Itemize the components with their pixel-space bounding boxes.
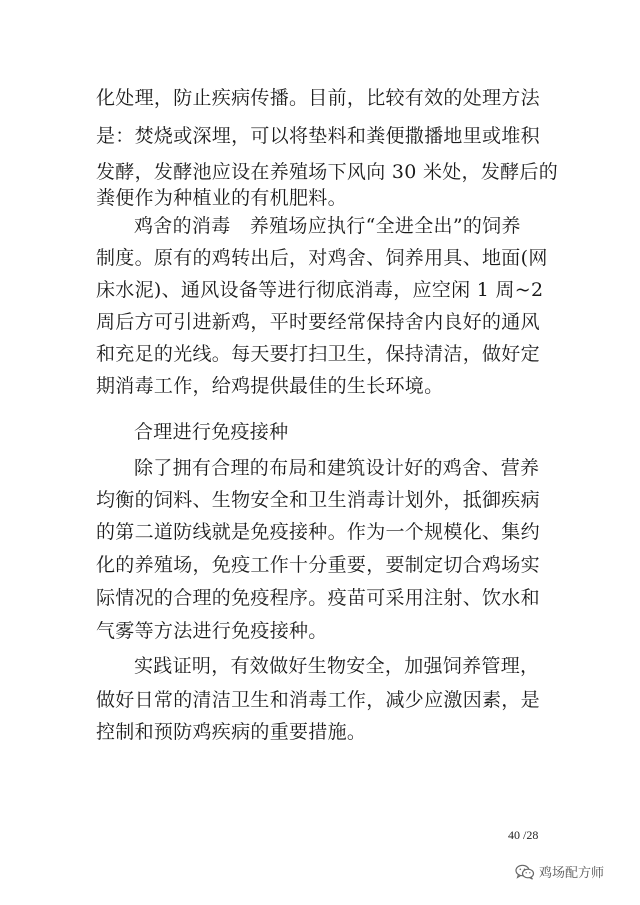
paragraph-line: 化处理，防止疾病传播。目前，比较有效的处理方法	[96, 87, 540, 109]
paragraph-line: 粪便作为种植业的有机肥料。	[96, 187, 347, 209]
paragraph-line: 做好日常的清洁卫生和消毒工作，减少应激因素，是	[96, 689, 540, 711]
paragraph-line: 控制和预防鸡疾病的重要措施。	[96, 721, 367, 743]
paragraph-line: 期消毒工作，给鸡提供最佳的生长环境。	[96, 375, 444, 397]
paragraph-line: 化的养殖场，免疫工作十分重要，要制定切合鸡场实	[96, 554, 540, 576]
section-heading-line: 鸡舍的消毒 养殖场应执行“全进全出”的饲养	[134, 215, 521, 237]
wechat-icon	[515, 864, 535, 880]
paragraph-line: 是：焚烧或深埋，可以将垫料和粪便撒播地里或堆积	[96, 125, 540, 147]
paragraph-line: 均衡的饲料、生物安全和卫生消毒计划外，抵御疾病	[96, 489, 540, 511]
paragraph-line: 实践证明，有效做好生物安全，加强饲养管理，	[134, 655, 540, 677]
paragraph-line: 除了拥有合理的布局和建筑设计好的鸡舍、营养	[134, 457, 540, 479]
paragraph-line: 气雾等方法进行免疫接种。	[96, 620, 328, 642]
section-heading: 合理进行免疫接种	[134, 421, 289, 443]
watermark	[515, 862, 604, 881]
paragraph-line: 的第二道防线就是免疫接种。作为一个规模化、集约	[96, 521, 540, 543]
paragraph-line: 制度。原有的鸡转出后，对鸡舍、饲养用具、地面(网	[96, 247, 548, 269]
paragraph-line: 际情况的合理的免疫程序。疫苗可采用注射、饮水和	[96, 587, 540, 609]
paragraph-line: 和充足的光线。每天要打扫卫生，保持清洁，做好定	[96, 343, 540, 365]
paragraph-line: 床水泥)、通风设备等进行彻底消毒，应空闲 1 周~2	[96, 279, 544, 301]
page-number: 40 /28	[508, 828, 539, 842]
watermark-text: 鸡场配方师	[539, 866, 605, 881]
paragraph-line: 周后方可引进新鸡，平时要经常保持舍内良好的通风	[96, 311, 540, 333]
paragraph-line: 发酵，发酵池应设在养殖场下风向 30 米处，发酵后的	[96, 161, 559, 183]
